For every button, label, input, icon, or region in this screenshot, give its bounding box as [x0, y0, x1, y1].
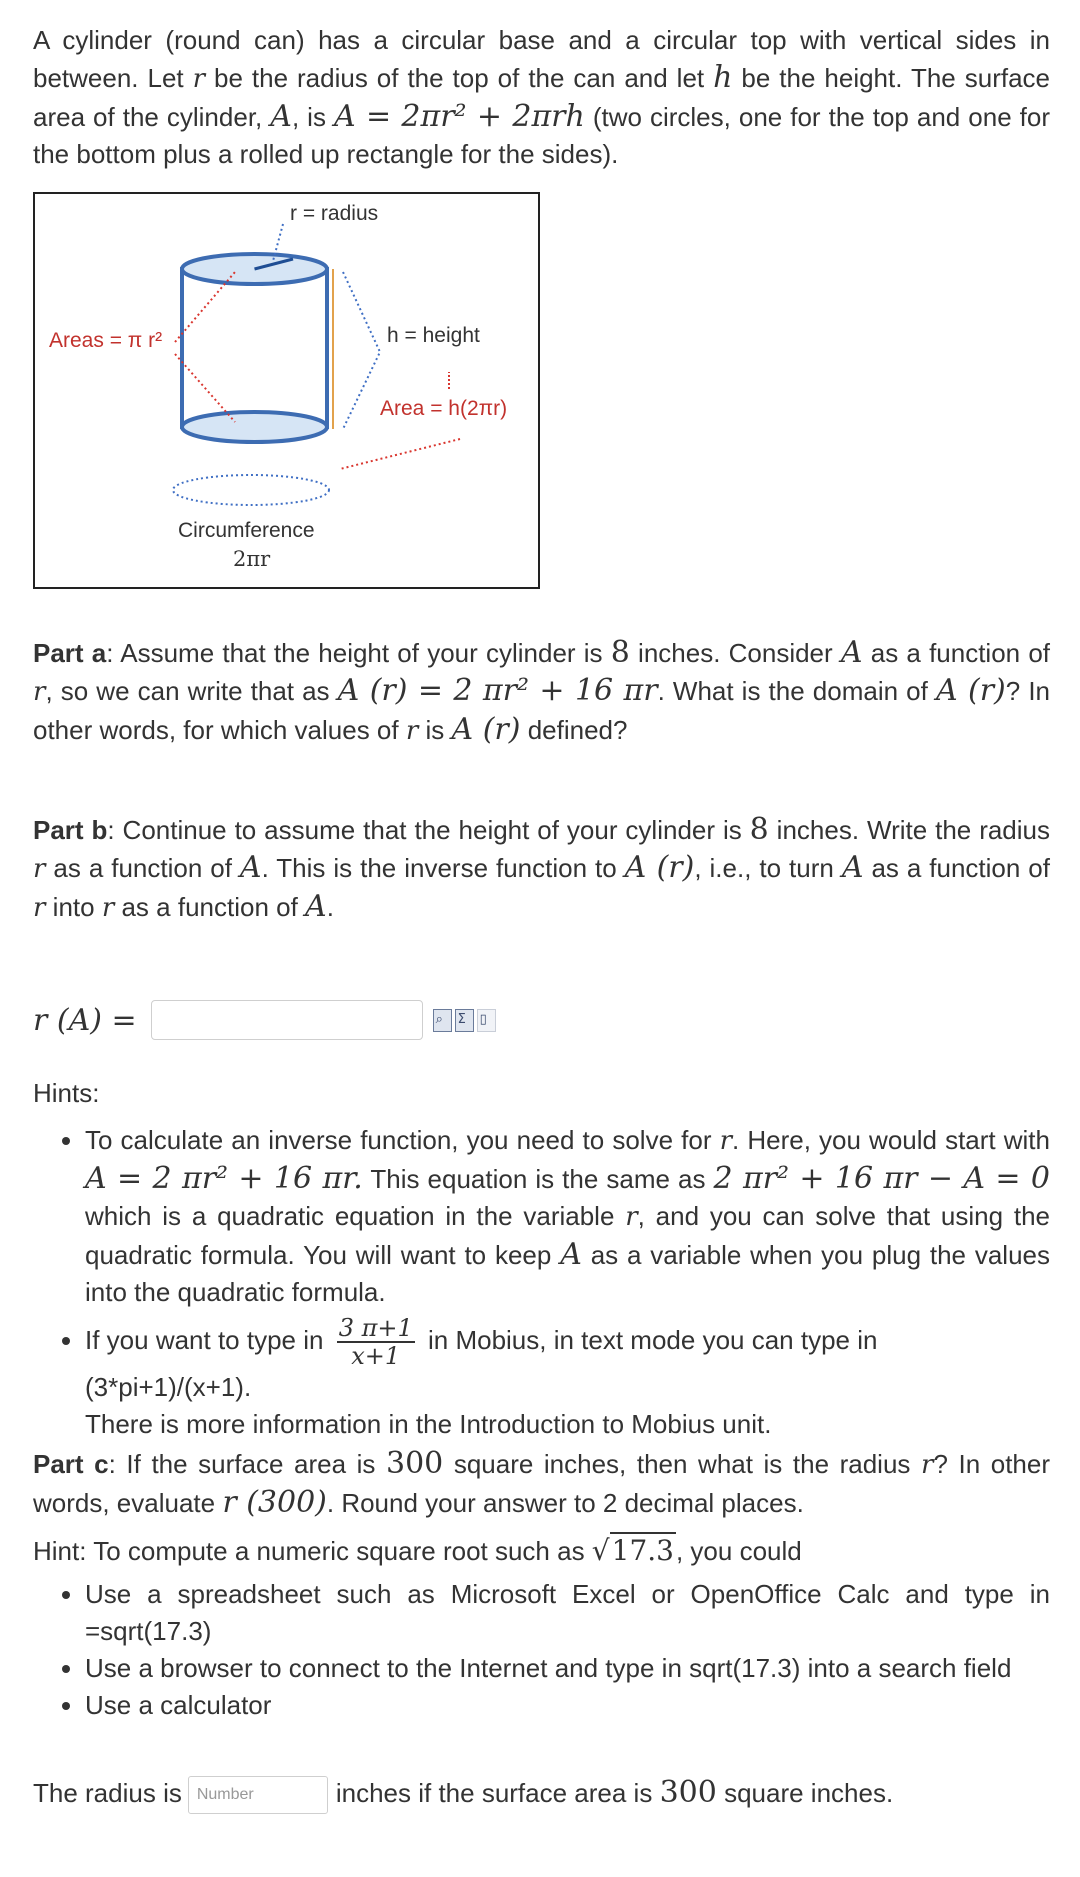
- part-b-text: [33, 811, 1050, 927]
- part-a-text-span: is: [418, 715, 452, 745]
- areas-label: Areas = π r²: [49, 329, 163, 352]
- sqrt-example: √17.3: [591, 1534, 674, 1567]
- math-A: A: [560, 1237, 582, 1272]
- math-300: 300: [659, 1775, 717, 1810]
- intro-text: A cylinder (round can) has a circular base and a circular top with vertical sides in between. Let: [33, 25, 1050, 93]
- hint-text: Hint: To compute a numeric square root such as: [33, 1536, 592, 1566]
- math-r: r: [625, 1202, 638, 1232]
- area-side-arrow: [340, 439, 460, 469]
- math-r: r: [33, 677, 46, 707]
- math-A-of-r: A (r): [624, 850, 695, 885]
- cylinder-side: [182, 269, 327, 427]
- intro-text: , is: [291, 102, 334, 132]
- part-b: [33, 811, 1050, 927]
- intro-text: be the height. The surface area of the cylinder,: [33, 63, 1050, 132]
- preview-icon[interactable]: ⌕: [433, 1009, 452, 1032]
- hint-text: as a variable when you plug the values into the quadratic formula.: [85, 1240, 1051, 1307]
- part-b-text-span: , i.e., to turn: [694, 853, 842, 883]
- math-r: r: [33, 893, 46, 923]
- fraction-example: [337, 1315, 415, 1369]
- hint-text: There is more information in the Introduction to Mobius unit.: [85, 1409, 772, 1439]
- math-r: r: [921, 1450, 934, 1480]
- surface-area-formula: A = 2πr² + 2πrh: [333, 99, 585, 134]
- hints-list: [33, 1122, 1050, 1443]
- area-side-label: Area = h(2πr): [380, 397, 508, 420]
- math-8: 8: [749, 812, 769, 847]
- method-spreadsheet: • Use a spreadsheet such as Microsoft Excel or OpenOffice Calc and type in =sqrt(17.3): [85, 1576, 1050, 1650]
- part-a-title: Part a: [33, 638, 107, 668]
- hint-text: . Here, you would start with: [732, 1125, 1050, 1155]
- hint-mobius: [85, 1315, 1050, 1443]
- fraction-denominator: x+1: [351, 1342, 401, 1370]
- math-A: A: [305, 889, 327, 924]
- part-b-text-span: : Continue to assume that the height of your cylinder is: [107, 815, 750, 845]
- hint-equation-2: 2 πr² + 16 πr − A = 0: [713, 1161, 1050, 1196]
- answer-text: square inches.: [724, 1778, 894, 1808]
- r-of-A-label: r (A) =: [33, 1002, 137, 1038]
- hint-equation-1: A = 2 πr² + 16 πr.: [85, 1161, 363, 1196]
- math-A-of-r: A (r): [935, 673, 1006, 708]
- math-r: r: [33, 854, 46, 884]
- hint-text: which is a quadratic equation in the variable: [85, 1201, 626, 1231]
- math-r-of-300: r (300): [222, 1485, 327, 1520]
- radius-label: r = radius: [290, 202, 379, 225]
- part-b-text-span: as a function of: [114, 892, 306, 922]
- part-a-text-span: inches. Consider: [629, 638, 841, 668]
- hint-text: , and you can solve that using the quadratic formula. You will want to keep: [85, 1201, 1050, 1270]
- math-r: r: [405, 716, 419, 746]
- radius-answer-row: [33, 1774, 1050, 1814]
- hints-section: [33, 1075, 1050, 1443]
- part-b-text-span: .: [326, 892, 334, 922]
- hint-text: This equation is the same as: [362, 1164, 714, 1194]
- cylinder-bottom: [182, 412, 327, 442]
- part-b-text-span: as a function of: [863, 853, 1050, 883]
- hint-text: , you could: [675, 1536, 802, 1566]
- part-c-text-span: square inches, then what is the radius: [443, 1449, 921, 1479]
- math-A-of-r: A (r): [451, 712, 521, 747]
- intro-text: (two circles, one for the top and one for the bottom plus a rolled up rectangle for the sides).: [33, 102, 1051, 169]
- part-c-text-span: . Round your answer to 2 decimal places.: [326, 1488, 804, 1518]
- math-A: A: [239, 850, 262, 885]
- hints-title: Hints:: [33, 1078, 100, 1108]
- part-b-text-span: inches. Write the radius: [768, 815, 1051, 845]
- sqrt-hint: [33, 1532, 1050, 1570]
- hint-text: If you want to type in: [85, 1324, 331, 1355]
- part-a-text-span: ? In other words, for which values of: [33, 676, 1051, 745]
- r-of-A-input[interactable]: [151, 1000, 423, 1040]
- hint-inverse: [85, 1122, 1050, 1311]
- equation-tools: [433, 1009, 496, 1032]
- part-a-text-span: , so we can write that as: [45, 676, 338, 706]
- part-a-text-span: as a function of: [862, 638, 1051, 668]
- part-b-text-span: . This is the inverse function to: [261, 853, 625, 883]
- answer-text: The radius is: [33, 1778, 182, 1808]
- method-calculator: • Use a calculator: [85, 1687, 1050, 1724]
- hint-text: To calculate an inverse function, you need to solve for: [85, 1125, 720, 1155]
- circumference-label: Circumference: [178, 519, 315, 542]
- equation-editor-icon[interactable]: Σ: [455, 1009, 474, 1032]
- part-c-text: [33, 1445, 1050, 1522]
- math-A: A: [841, 850, 864, 885]
- math-A: A: [270, 99, 292, 134]
- part-a-text-span: : Assume that the height of your cylinder is: [106, 638, 611, 668]
- part-a-text-span: . What is the domain of: [657, 676, 936, 706]
- math-300: 300: [385, 1446, 444, 1481]
- part-c-text-span: ? In other words, evaluate: [33, 1449, 1050, 1518]
- height-bracket: [343, 272, 380, 429]
- math-8: 8: [610, 635, 630, 670]
- part-a-text-span: defined?: [520, 715, 628, 745]
- sqrt-methods-list: [33, 1576, 1050, 1724]
- part-b-text-span: as a function of: [45, 853, 240, 883]
- fraction-numerator: 3 π+1: [338, 1314, 413, 1342]
- help-document-icon[interactable]: ▯: [477, 1009, 496, 1032]
- method-browser: • Use a browser to connect to the Internet and type in sqrt(17.3) into a search field: [85, 1650, 1050, 1687]
- inverse-answer-row: [33, 1000, 496, 1040]
- part-b-title: Part b: [33, 815, 108, 845]
- sqrt-radicand: 17.3: [611, 1534, 674, 1567]
- hint-text: in Mobius, in text mode you can type in (3*pi+1)/(x+1).: [85, 1324, 878, 1402]
- cylinder-diagram: [33, 192, 540, 589]
- part-a-text: [33, 634, 1050, 750]
- intro-text: be the radius of the top of the can and let: [205, 63, 714, 93]
- part-c: [33, 1445, 1050, 1724]
- radius-number-input[interactable]: Number: [188, 1776, 328, 1814]
- circumference-ellipse: [173, 475, 329, 505]
- part-c-text-span: : If the surface area is: [108, 1449, 386, 1479]
- part-b-text-span: into: [45, 892, 102, 922]
- answer-text: inches if the surface area is: [335, 1778, 653, 1808]
- height-label: h = height: [387, 324, 480, 347]
- intro-paragraph: [33, 22, 1050, 173]
- part-c-title: Part c: [33, 1449, 109, 1479]
- math-A: A: [840, 635, 863, 670]
- math-r: r: [101, 893, 115, 923]
- circumference-formula: 2πr: [233, 547, 271, 571]
- math-r: r: [192, 64, 206, 94]
- math-r: r: [719, 1126, 733, 1156]
- part-a: [33, 634, 1050, 750]
- area-function: A (r) = 2 πr² + 16 πr: [337, 673, 658, 708]
- math-h: h: [713, 60, 733, 95]
